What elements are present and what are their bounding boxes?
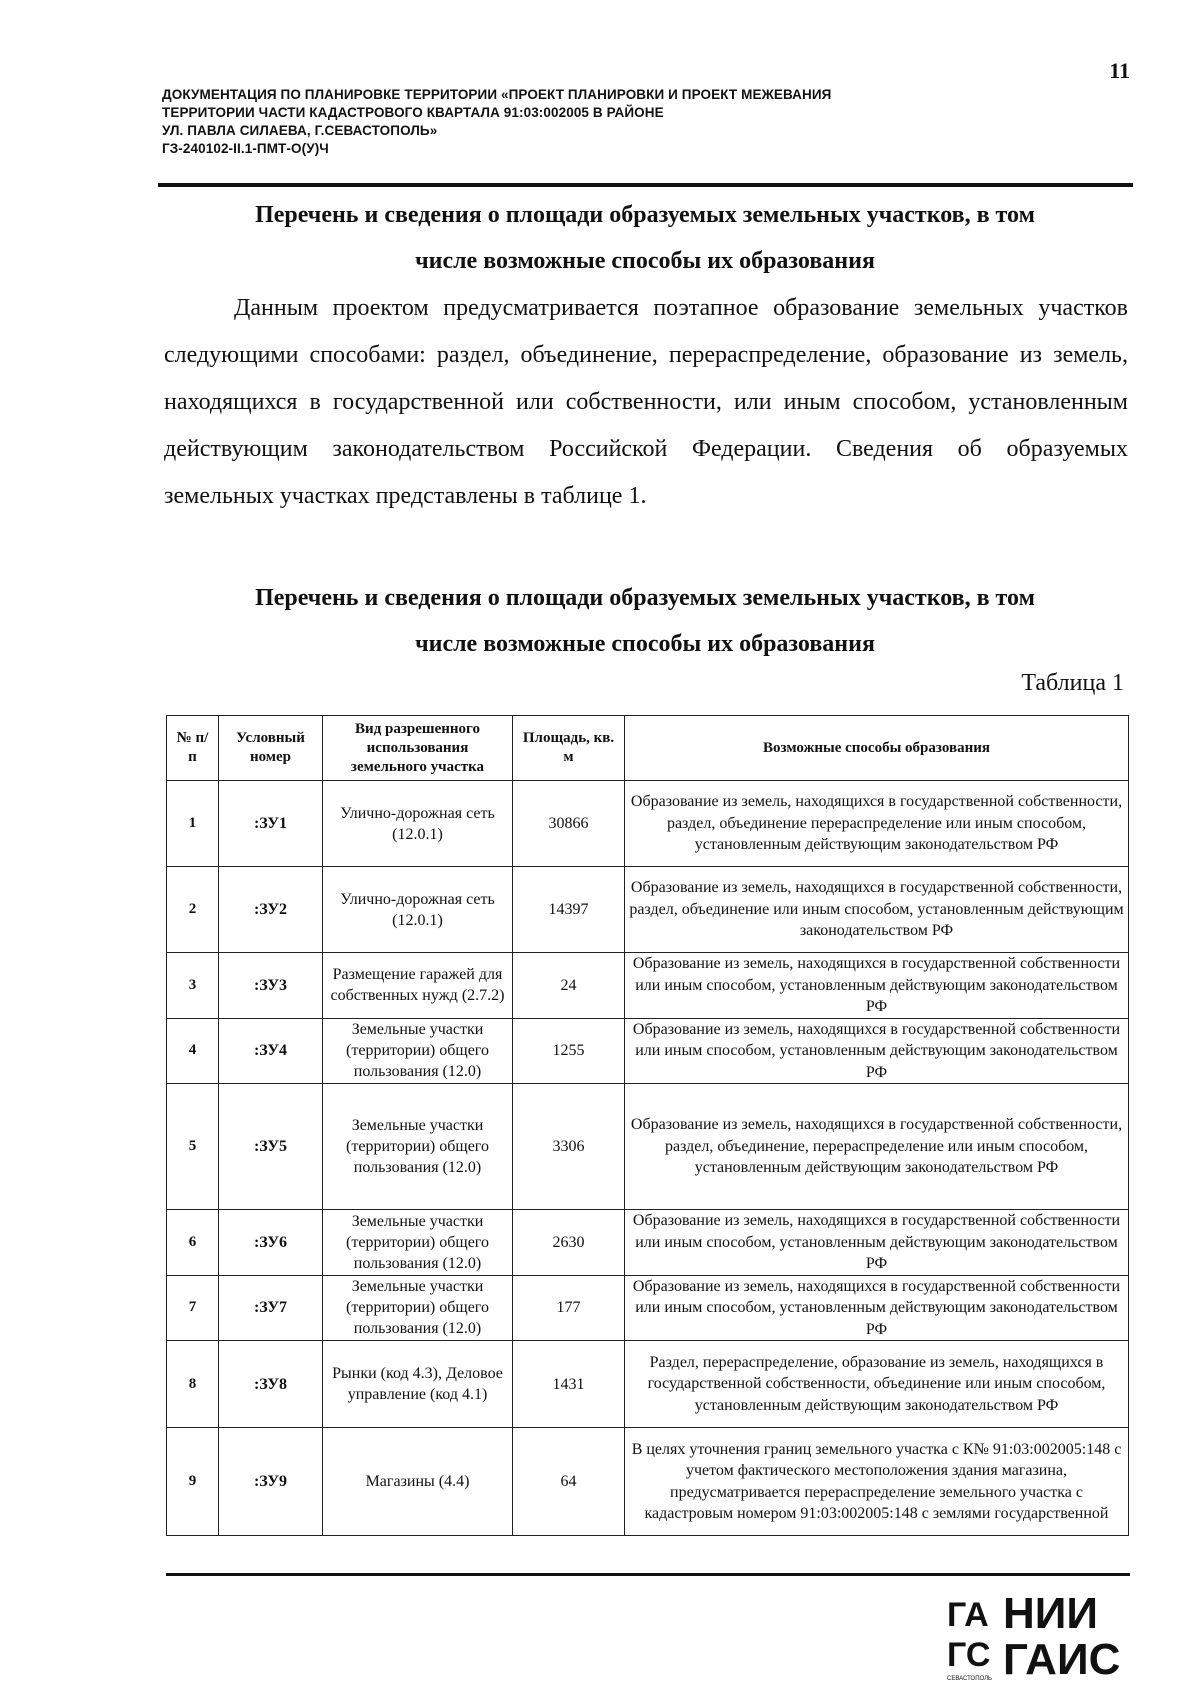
nii-gais-logo (945, 1588, 1125, 1683)
section-title-line: числе возможные способы их образования (415, 248, 875, 274)
table-row (167, 1018, 1129, 1084)
logo-mark-bottom: ГС (947, 1636, 991, 1674)
cell-area: 177 (513, 1275, 625, 1341)
cell-usage: Улично-дорожная сеть (12.0.1) (323, 781, 513, 867)
land-plots-table-wrapper (166, 715, 1128, 1536)
cell-code: :ЗУ9 (219, 1428, 323, 1536)
cell-methods: В целях уточнения границ земельного участка с К№ 91:03:002005:148 с учетом фактического местоположения здания магазина, предусматривается перераспределение земельного участка с кадастровым номером 91:03:002005:148 с землями государственной (625, 1428, 1129, 1536)
cell-code: :ЗУ8 (219, 1341, 323, 1428)
cell-area: 14397 (513, 867, 625, 953)
table-row (167, 1275, 1129, 1341)
cell-methods: Образование из земель, находящихся в государственной собственности, раздел, объединение или иным способом, установленным действующим законодательством РФ (625, 867, 1129, 953)
cell-area: 2630 (513, 1210, 625, 1276)
logo-mark-top: ГА (947, 1596, 989, 1634)
cell-usage: Рынки (код 4.3), Деловое управление (код 4.1) (323, 1341, 513, 1428)
table-row (167, 1084, 1129, 1210)
cell-methods: Образование из земель, находящихся в государственной собственности или иным способом, установленным действующим законодательством РФ (625, 953, 1129, 1019)
table-bottom-divider (166, 1573, 1130, 1576)
section-title-line: Перечень и сведения о площади образуемых земельных участков, в том (255, 202, 1035, 228)
table-row (167, 1428, 1129, 1536)
header-line: ТЕРРИТОРИИ ЧАСТИ КАДАСТРОВОГО КВАРТАЛА 91:03:002005 В РАЙОНЕ (162, 105, 664, 120)
header-usage: Вид разрешенного использования земельного участка (323, 716, 513, 781)
header-methods: Возможные способы образования (625, 716, 1129, 781)
cell-code: :ЗУ1 (219, 781, 323, 867)
cell-area: 30866 (513, 781, 625, 867)
table-header-row (167, 716, 1129, 781)
header-number: № п/п (167, 716, 219, 781)
cell-number: 8 (167, 1341, 219, 1428)
cell-usage: Магазины (4.4) (323, 1428, 513, 1536)
header-code: Условный номер (219, 716, 323, 781)
cell-code: :ЗУ4 (219, 1018, 323, 1084)
cell-methods: Образование из земель, находящихся в государственной собственности или иным способом, установленным действующим законодательством РФ (625, 1210, 1129, 1276)
cell-number: 1 (167, 781, 219, 867)
table-row (167, 867, 1129, 953)
header-area: Площадь, кв. м (513, 716, 625, 781)
cell-number: 6 (167, 1210, 219, 1276)
logo-name-line1: НИИ (1003, 1589, 1099, 1638)
body-paragraph: Данным проектом предусматривается поэтапное образование земельных участков следующими способами: раздел, объединение, перераспределение, образование из земель, находящихся в государственной или собственности, или иным способом, установленным действующим законодательством Российской Федерации. Сведения об образуемых земельных участках представлены в таблице 1. (164, 295, 1128, 509)
cell-methods: Образование из земель, находящихся в государственной собственности или иным способом, установленным действующим законодательством РФ (625, 1018, 1129, 1084)
cell-usage: Земельные участки (территории) общего пользования (12.0) (323, 1275, 513, 1341)
table-row (167, 781, 1129, 867)
cell-code: :ЗУ6 (219, 1210, 323, 1276)
cell-area: 64 (513, 1428, 625, 1536)
cell-code: :ЗУ3 (219, 953, 323, 1019)
table-title-line: числе возможные способы их образования (415, 631, 875, 657)
cell-methods: Раздел, перераспределение, образование из земель, находящихся в государственной собственности, объединение или иным способом, установленным действующим законодательством РФ (625, 1341, 1129, 1428)
cell-number: 5 (167, 1084, 219, 1210)
cell-usage: Размещение гаражей для собственных нужд (2.7.2) (323, 953, 513, 1019)
header-divider (158, 183, 1133, 187)
logo-small-text: СЕВАСТОПОЛЬ (947, 1676, 992, 1682)
table-row (167, 953, 1129, 1019)
cell-number: 3 (167, 953, 219, 1019)
cell-area: 3306 (513, 1084, 625, 1210)
cell-methods: Образование из земель, находящихся в государственной собственности или иным способом, установленным действующим законодательством РФ (625, 1275, 1129, 1341)
cell-number: 9 (167, 1428, 219, 1536)
cell-methods: Образование из земель, находящихся в государственной собственности, раздел, объединение перераспределение или иным способом, установленным действующим законодательством РФ (625, 781, 1129, 867)
page-number: 11 (1109, 58, 1130, 83)
table-row (167, 1210, 1129, 1276)
cell-number: 2 (167, 867, 219, 953)
document-header (162, 86, 1062, 158)
cell-area: 24 (513, 953, 625, 1019)
cell-code: :ЗУ5 (219, 1084, 323, 1210)
cell-area: 1255 (513, 1018, 625, 1084)
table-caption: Таблица 1 (1021, 670, 1124, 696)
table-title (160, 575, 1130, 667)
cell-usage: Земельные участки (территории) общего пользования (12.0) (323, 1210, 513, 1276)
section-title (160, 192, 1130, 284)
land-plots-table (166, 715, 1129, 1536)
header-line: ДОКУМЕНТАЦИЯ ПО ПЛАНИРОВКЕ ТЕРРИТОРИИ «ПРОЕКТ ПЛАНИРОВКИ И ПРОЕКТ МЕЖЕВАНИЯ (162, 87, 832, 102)
cell-number: 7 (167, 1275, 219, 1341)
cell-code: :ЗУ2 (219, 867, 323, 953)
table-row (167, 1341, 1129, 1428)
logo-name-line2: ГАИС (1003, 1635, 1121, 1683)
cell-usage: Земельные участки (территории) общего пользования (12.0) (323, 1018, 513, 1084)
cell-area: 1431 (513, 1341, 625, 1428)
cell-usage: Улично-дорожная сеть (12.0.1) (323, 867, 513, 953)
cell-methods: Образование из земель, находящихся в государственной собственности, раздел, объединение, перераспределение или иным способом, установленным действующим законодательством РФ (625, 1084, 1129, 1210)
table-title-line: Перечень и сведения о площади образуемых земельных участков, в том (255, 585, 1035, 611)
header-line: УЛ. ПАВЛА СИЛАЕВА, Г.СЕВАСТОПОЛЬ» (162, 123, 438, 138)
cell-usage: Земельные участки (территории) общего пользования (12.0) (323, 1084, 513, 1210)
cell-number: 4 (167, 1018, 219, 1084)
document-code: ГЗ-240102-II.1-ПМТ-О(У)Ч (162, 141, 329, 156)
logo-mark (947, 1596, 992, 1682)
cell-code: :ЗУ7 (219, 1275, 323, 1341)
